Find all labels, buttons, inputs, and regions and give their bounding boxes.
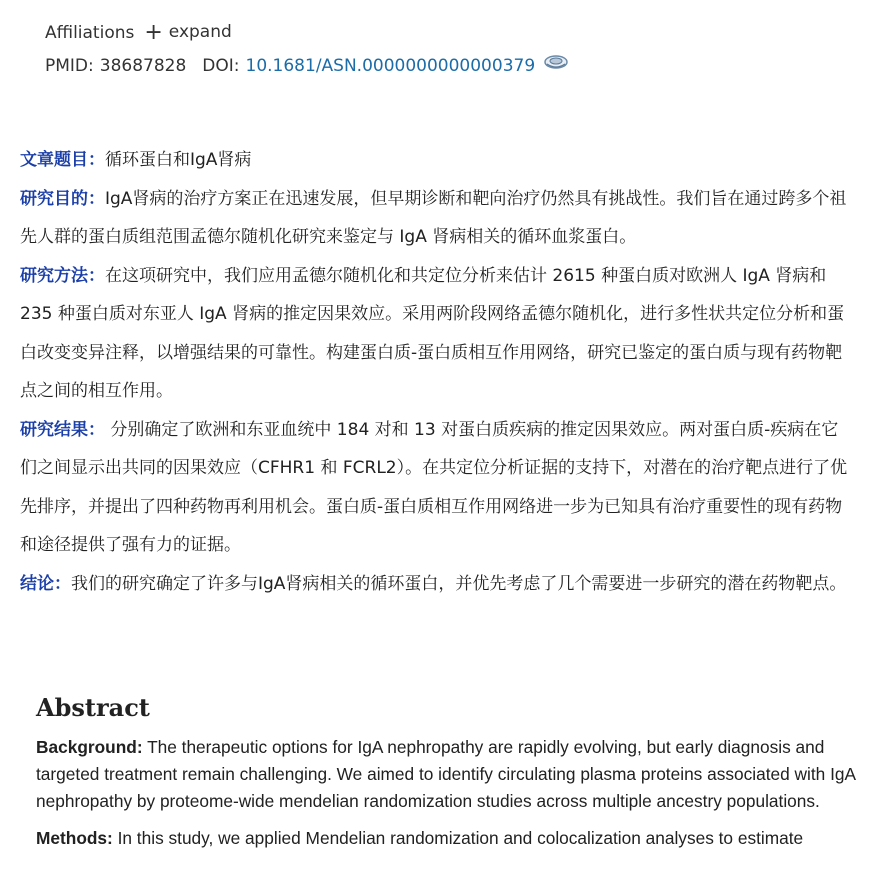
chinese-summary bbox=[20, 141, 852, 603]
zh-results-label: 研究结果： bbox=[20, 419, 105, 440]
abstract-section bbox=[36, 693, 856, 862]
article-meta bbox=[45, 16, 569, 82]
zh-title-text: 循环蛋白和IgA肾病 bbox=[105, 150, 252, 170]
zh-conclusion bbox=[20, 565, 852, 604]
zh-results-text: 分别确定了欧洲和东亚血统中 184 对和 13 对蛋白质疾病的推定因果效应。两对蛋白质-疾病在它们之间显示出共同的因果效应（CFHR1 和 FCRL2）。在共定位分析证据的支持下，对潜在的治疗靶点进行了优先排序，并提出了四种药物再利用机会。蛋白质-蛋白质相互作用网络进一步为已知具有治疗重要性的现有药物和途径提供了强有力的证据。 bbox=[20, 419, 848, 555]
methods-label: Methods: bbox=[36, 828, 113, 848]
plus-icon: + bbox=[144, 20, 163, 45]
zh-title bbox=[20, 141, 852, 180]
zh-conclusion-text: 我们的研究确定了许多与IgA肾病相关的循环蛋白，并优先考虑了几个需要进一步研究的潜在药物靶点。 bbox=[71, 573, 847, 594]
expand-affiliations-button[interactable] bbox=[144, 20, 231, 45]
zh-methods bbox=[20, 257, 852, 411]
external-link-icon[interactable] bbox=[543, 53, 569, 78]
zh-purpose bbox=[20, 180, 852, 257]
background-text: The therapeutic options for IgA nephropathy are rapidly evolving, but early diagnosis and targeted treatment remain challenging. We aimed to identify circulating plasma proteins associated with IgA nephropathy by proteome-wide mendelian randomization studies across multiple ancestry populations. bbox=[36, 737, 856, 811]
background-label: Background: bbox=[36, 737, 143, 757]
abstract-methods bbox=[36, 825, 856, 852]
pmid-value: 38687828 bbox=[99, 55, 187, 76]
zh-title-label: 文章题目： bbox=[20, 150, 105, 170]
affiliations-label: Affiliations bbox=[45, 22, 135, 43]
zh-results bbox=[20, 411, 852, 565]
doi-link[interactable]: 10.1681/ASN.0000000000000379 bbox=[245, 55, 536, 76]
pmid-label: PMID: bbox=[45, 55, 94, 76]
affiliations-row bbox=[45, 16, 569, 49]
abstract-background bbox=[36, 734, 856, 815]
zh-conclusion-label: 结论： bbox=[20, 573, 71, 594]
methods-text: In this study, we applied Mendelian randomization and colocalization analyses to estimate bbox=[112, 828, 804, 848]
zh-purpose-label: 研究目的： bbox=[20, 188, 105, 209]
identifiers-row bbox=[45, 49, 569, 82]
abstract-heading: Abstract bbox=[36, 693, 150, 722]
doi-label: DOI: bbox=[202, 55, 240, 76]
zh-methods-label: 研究方法： bbox=[20, 265, 105, 286]
zh-methods-text: 在这项研究中，我们应用孟德尔随机化和共定位分析来估计 2615 种蛋白质对欧洲人 IgA 肾病和 235 种蛋白质对东亚人 IgA 肾病的推定因果效应。采用两阶段网络孟德尔随机化，进行多性状共定位分析和蛋白改变变异注释，以增强结果的可靠性。构建蛋白质-蛋白质相互作用网络，研究已鉴定的蛋白质与现有药物靶点之间的相互作用。 bbox=[20, 265, 845, 401]
expand-label: expand bbox=[168, 22, 232, 42]
zh-purpose-text: IgA肾病的治疗方案正在迅速发展，但早期诊断和靶向治疗仍然具有挑战性。我们旨在通过跨多个祖先人群的蛋白质组范围孟德尔随机化研究来鉴定与 IgA 肾病相关的循环血浆蛋白。 bbox=[20, 188, 847, 247]
